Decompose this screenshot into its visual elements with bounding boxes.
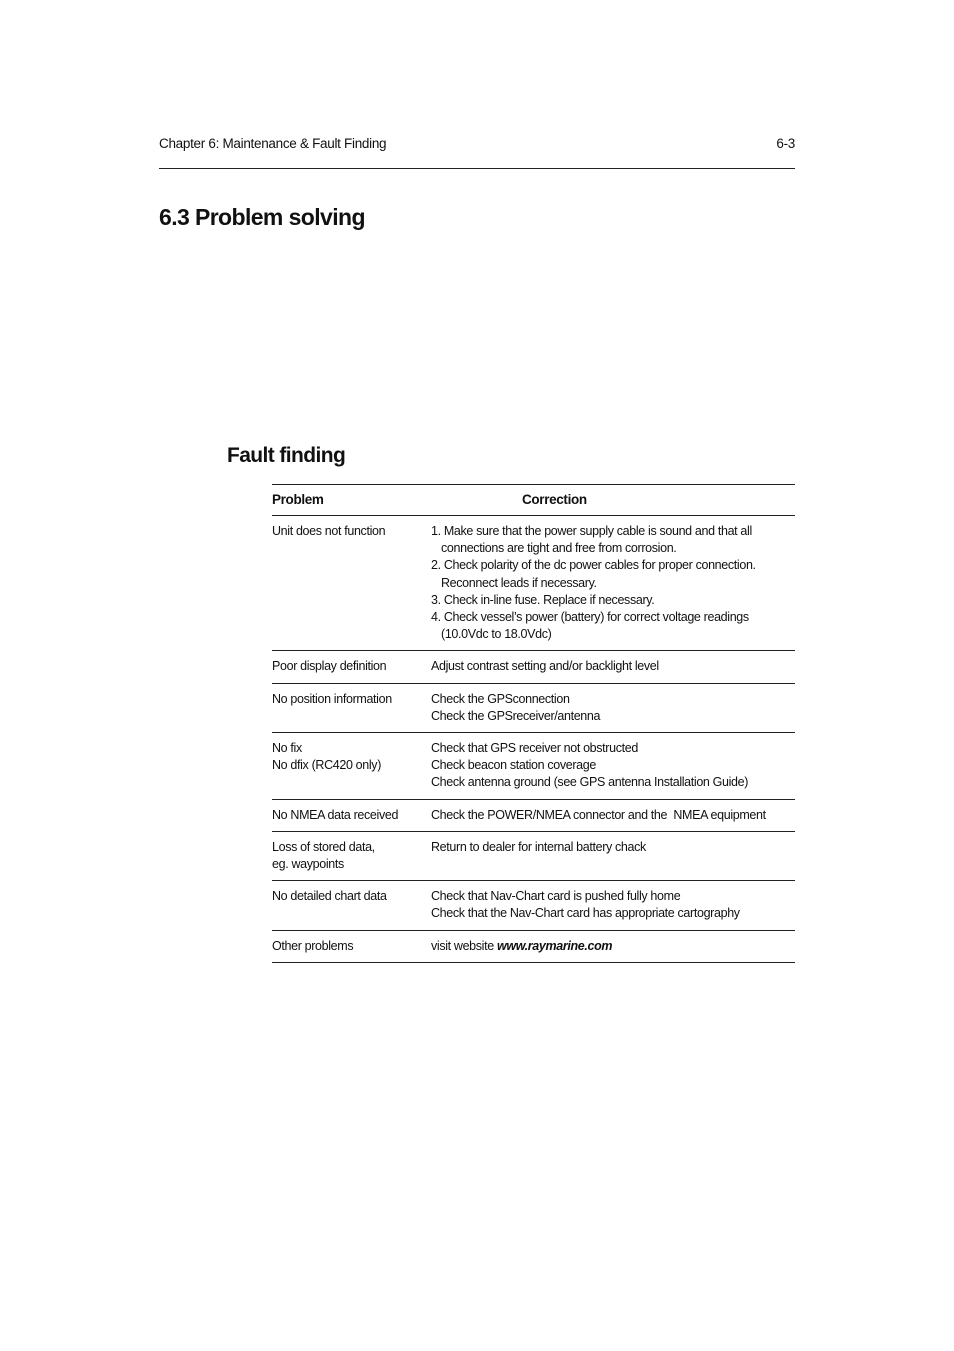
correction-text: 3. Check in-line fuse. Replace if necessary. — [431, 592, 655, 607]
problem-text: Other problems — [272, 938, 354, 953]
chapter-title: Chapter 6: Maintenance & Fault Finding — [159, 136, 387, 151]
correction-text — [431, 938, 795, 955]
correction-cell — [431, 516, 795, 651]
problem-text: eg. waypoints — [272, 857, 344, 872]
page-number: 6-3 — [776, 136, 795, 151]
correction-cell — [431, 683, 795, 732]
table-row — [272, 683, 795, 732]
correction-text: Check that the Nav-Chart card has appropriate cartography — [431, 906, 740, 921]
correction-cell — [431, 651, 795, 683]
correction-text: 1. Make sure that the power supply cable is sound and that all — [431, 524, 752, 538]
correction-text: Check that GPS receiver not obstructed — [431, 741, 638, 756]
correction-text: Check the POWER/NMEA connector and the NMEA equipment — [431, 807, 766, 822]
running-header — [159, 134, 795, 169]
subsection-title: Fault finding — [227, 444, 346, 467]
fault-finding-table — [272, 484, 795, 963]
problem-cell — [272, 516, 431, 651]
table-row — [272, 831, 795, 880]
problem-cell — [272, 733, 431, 800]
correction-cell — [431, 881, 795, 930]
problem-cell — [272, 930, 431, 962]
problem-text: No dfix (RC420 only) — [272, 758, 382, 773]
correction-text: Check the GPSconnection — [431, 691, 570, 706]
correction-text: Check beacon station coverage — [431, 758, 596, 773]
problem-cell — [272, 881, 431, 930]
table-header-row — [272, 485, 795, 516]
correction-text: Check that Nav-Chart card is pushed fully home — [431, 889, 681, 904]
section-title: 6.3 Problem solving — [159, 204, 365, 230]
website-link[interactable]: www.raymarine.com — [496, 938, 613, 953]
correction-column-header: Correction — [431, 485, 795, 516]
table-row — [272, 516, 795, 651]
correction-text: Return to dealer for internal battery chack — [431, 839, 646, 854]
correction-cell — [431, 930, 795, 962]
problem-text: No NMEA data received — [272, 807, 399, 822]
table-row — [272, 799, 795, 831]
correction-text: Reconnect leads if necessary. — [441, 575, 597, 590]
table-row — [272, 881, 795, 930]
correction-cell — [431, 799, 795, 831]
problem-cell — [272, 651, 431, 683]
problem-cell — [272, 683, 431, 732]
correction-text: (10.0Vdc to 18.0Vdc) — [441, 627, 552, 642]
problem-text: Loss of stored data, — [272, 839, 375, 854]
problem-text: No fix — [272, 741, 302, 756]
problem-cell — [272, 799, 431, 831]
correction-text: Check antenna ground (see GPS antenna Installation Guide) — [431, 775, 749, 790]
correction-cell — [431, 733, 795, 800]
correction-text: Adjust contrast setting and/or backlight level — [431, 659, 659, 674]
table-row — [272, 651, 795, 683]
website-prefix: visit website — [431, 938, 497, 953]
correction-text: connections are tight and free from corrosion. — [441, 541, 677, 556]
correction-cell — [431, 831, 795, 880]
table-row — [272, 733, 795, 800]
table-row — [272, 930, 795, 962]
problem-cell — [272, 831, 431, 880]
problem-text: Unit does not function — [272, 524, 386, 538]
problem-text: No position information — [272, 691, 392, 706]
correction-text: Check the GPSreceiver/antenna — [431, 708, 601, 723]
problem-text: Poor display definition — [272, 659, 387, 674]
problem-column-header: Problem — [272, 485, 431, 516]
correction-text: 4. Check vessel’s power (battery) for correct voltage readings — [431, 610, 749, 625]
correction-text: 2. Check polarity of the dc power cables for proper connection. — [431, 558, 756, 573]
problem-text: No detailed chart data — [272, 889, 387, 904]
